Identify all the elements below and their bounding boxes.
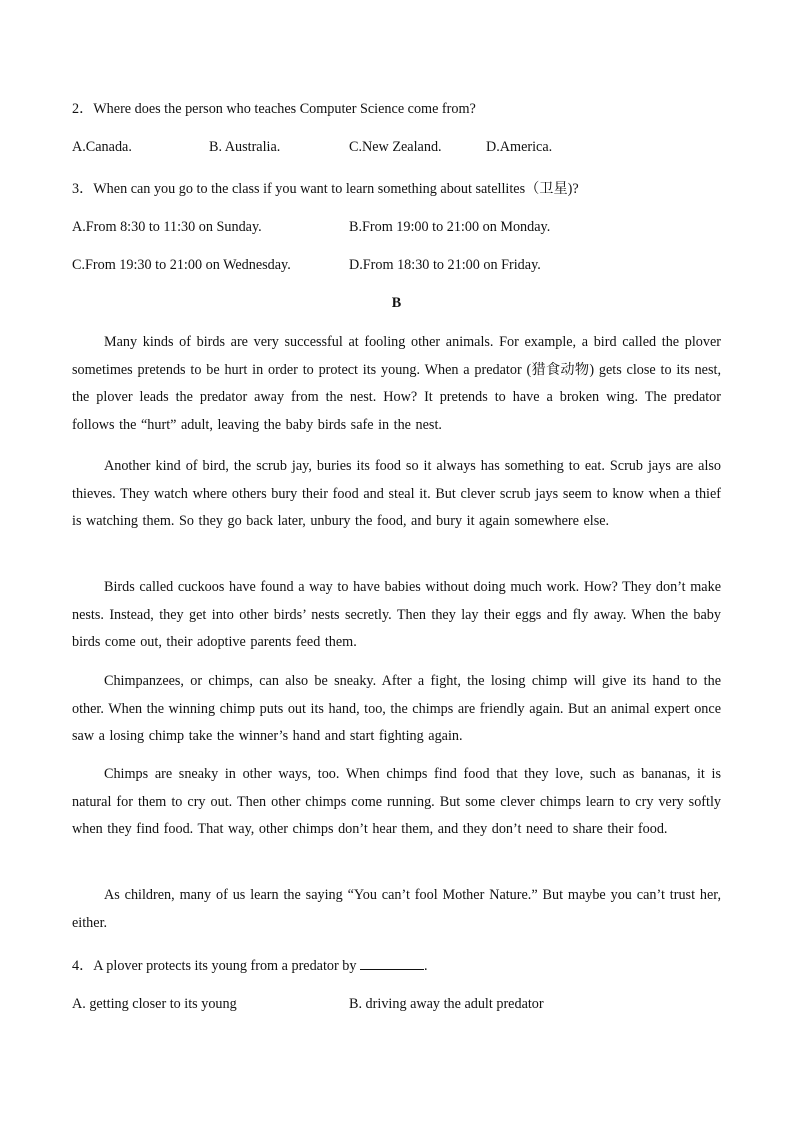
passage-paragraph-4: Chimpanzees, or chimps, can also be sneaky. After a fight, the losing chimp will give its hand to the other. When the winning chimp puts out its hand, too, the chimps are friendly again. But an animal expert once saw a losing chimp take the winner’s hand and start fighting again. [72, 673, 721, 745]
question-2-stem: 2．Where does the person who teaches Computer Science come from? [72, 101, 476, 117]
question-2-option-b: B. Australia. [209, 139, 281, 155]
question-3-option-a: A.From 8:30 to 11:30 on Sunday. [72, 219, 262, 235]
passage-paragraph-3: Birds called cuckoos have found a way to have babies without doing much work. How? They don’t make nests. Instead, they get into other birds’ nests secretly. Then they lay their eggs and fly away. When the baby birds come out, their adoptive parents feed them. [72, 579, 721, 651]
section-title: B [391, 295, 402, 311]
question-4-stem [72, 955, 428, 975]
question-2-option-d: D.America. [486, 139, 553, 155]
passage-paragraph-2: Another kind of bird, the scrub jay, buries its food so it always has something to eat. Scrub jays are also thieves. They watch where others bury their food and steal it. But clever scrub jays seem to know when a thief is watching them. So they go back later, unbury the food, and bury it again somewhere else. [72, 458, 721, 530]
question-4-option-a: A. getting closer to its young [72, 996, 237, 1012]
answer-blank[interactable] [360, 957, 424, 970]
question-3-option-d: D.From 18:30 to 21:00 on Friday. [349, 257, 541, 273]
question-3-option-b: B.From 19:00 to 21:00 on Monday. [349, 219, 551, 235]
passage-paragraph-1: Many kinds of birds are very successful at fooling other animals. For example, a bird called the plover sometimes pretends to be hurt in order to protect its young. When a predator (猎食动物) gets close to its nest, the plover leads the predator away from the nest. How? It pretends to have a broken wing. The predator follows the “hurt” adult, leaving the baby birds safe in the nest. [72, 334, 721, 433]
question-3-stem: 3．When can you go to the class if you want to learn something about satellites（卫星)? [72, 181, 579, 197]
passage-paragraph-6: As children, many of us learn the saying “You can’t fool Mother Nature.” But maybe you can’t trust her, either. [72, 887, 721, 931]
question-4-stem-end: . [424, 958, 428, 974]
question-2-option-c: C.New Zealand. [349, 139, 442, 155]
question-4-stem-text: 4．A plover protects its young from a predator by [72, 958, 357, 974]
question-2-option-a: A.Canada. [72, 139, 132, 155]
passage-paragraph-5: Chimps are sneaky in other ways, too. When chimps find food that they love, such as bananas, it is natural for them to cry out. Then other chimps come running. But some clever chimps learn to cry very softly when they find food. That way, other chimps don’t hear them, and they don’t need to share their food. [72, 766, 721, 838]
question-4-option-b: B. driving away the adult predator [349, 996, 544, 1012]
question-3-option-c: C.From 19:30 to 21:00 on Wednesday. [72, 257, 291, 273]
